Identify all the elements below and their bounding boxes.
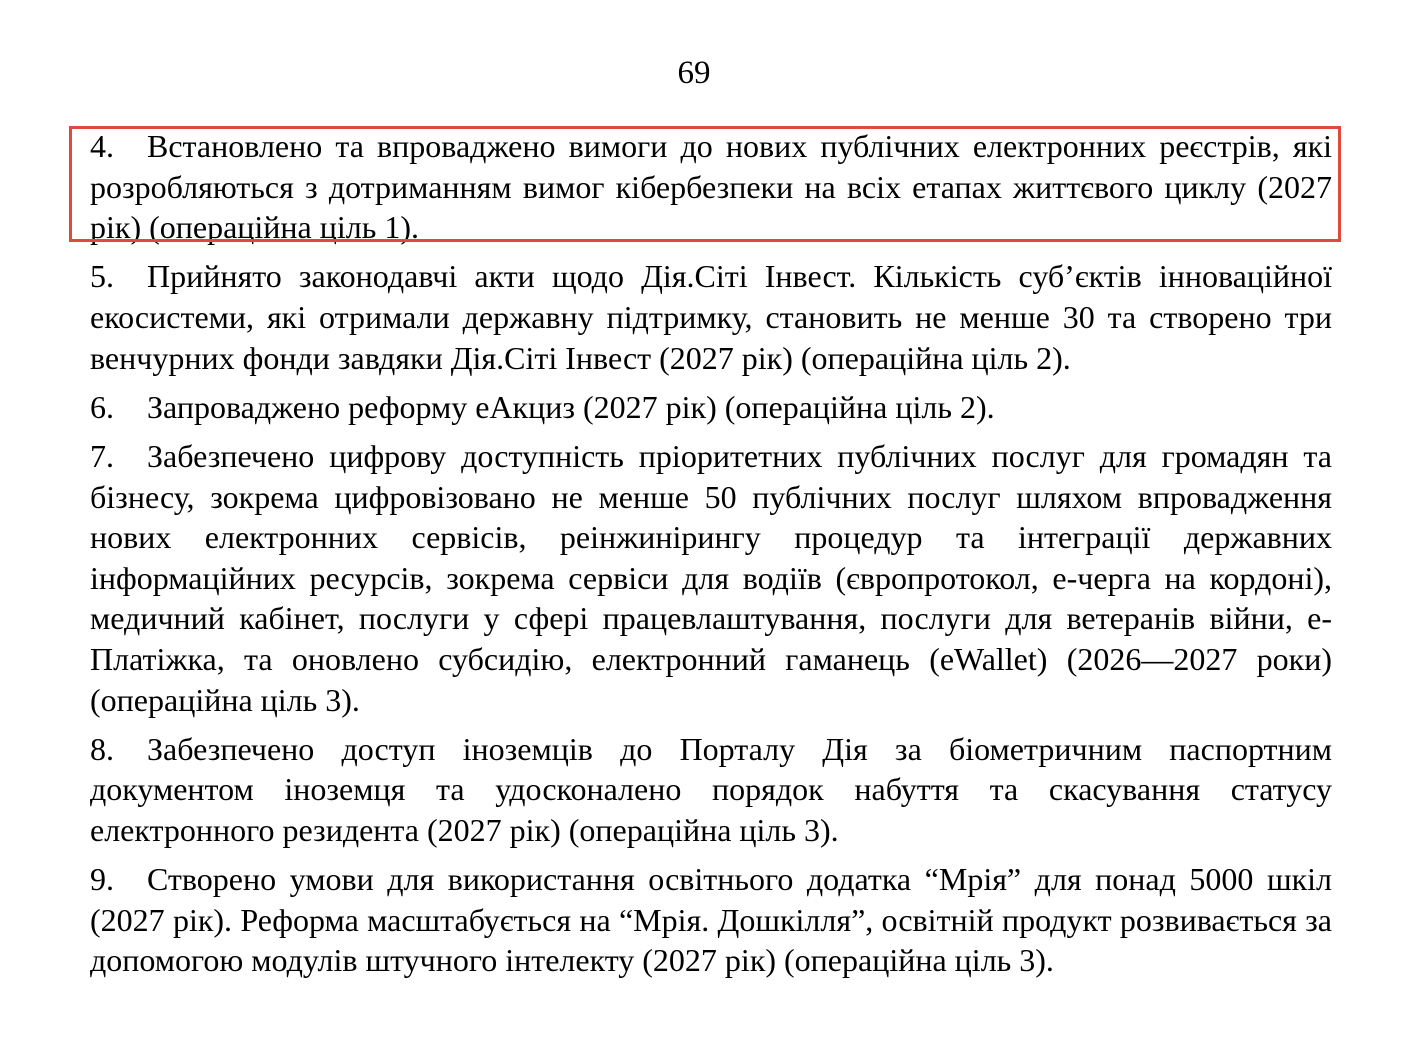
item-number: 7. — [90, 437, 114, 474]
item-text: Забезпечено доступ іноземців до Порталу Дія за біометричним паспортним документом іноземця та удосконалено порядок набуття та скасування статусу електронного резидента (2027 рік) (операційна ціль 3). — [90, 730, 1332, 848]
list-item-5 — [90, 256, 1332, 378]
item-text: Встановлено та впроваджено вимоги до нових публічних електронних реєстрів, які розробляються з дотриманням вимог кібербезпеки на всіх етапах життєвого циклу (2027 рік) (операційна ціль 1). — [90, 128, 1332, 246]
list-item-7 — [90, 436, 1332, 720]
item-text: Забезпечено цифрову доступність пріоритетних публічних послуг для громадян та бізнесу, зокрема цифровізовано не менше 50 публічних послуг шляхом впровадження нових електронних сервісів, реінжинірингу процедур та інтеграції державних інформаційних ресурсів, зокрема сервіси для водіїв (європротокол, е-черга на кордоні), медичний кабінет, послуги у сфері працевлаштування, послуги для ветеранів війни, е-Платіжка, та оновлено субсидію, електронний гаманець (eWallet) (2026—2027 роки) (операційна ціль 3). — [90, 437, 1332, 718]
list-item-9 — [90, 859, 1332, 981]
item-number: 5. — [90, 258, 114, 295]
page-number: 69 — [677, 55, 711, 91]
list-item-8 — [90, 729, 1332, 851]
document-body — [90, 126, 1332, 989]
item-number: 9. — [90, 861, 114, 898]
item-text: Прийнято законодавчі акти щодо Дія.Сіті Інвест. Кількість суб’єктів інноваційної екосистеми, які отримали державну підтримку, становить не менше 30 та створено три венчурних фонди завдяки Дія.Сіті Інвест (2027 рік) (операційна ціль 2). — [90, 258, 1332, 376]
list-item-4 — [90, 126, 1332, 248]
item-text: Запроваджено реформу еАкциз (2027 рік) (операційна ціль 2). — [147, 388, 995, 425]
list-item-6 — [90, 387, 1332, 428]
item-text: Створено умови для використання освітнього додатка “Мрія” для понад 5000 шкіл (2027 рік). Реформа масштабується на “Мрія. Дошкілля”, освітній продукт розвивається за допомогою модулів штучного інтелекту (2027 рік) (операційна ціль 3). — [90, 861, 1332, 979]
item-number: 6. — [90, 388, 114, 425]
item-number: 4. — [90, 128, 114, 164]
item-number: 8. — [90, 730, 114, 767]
